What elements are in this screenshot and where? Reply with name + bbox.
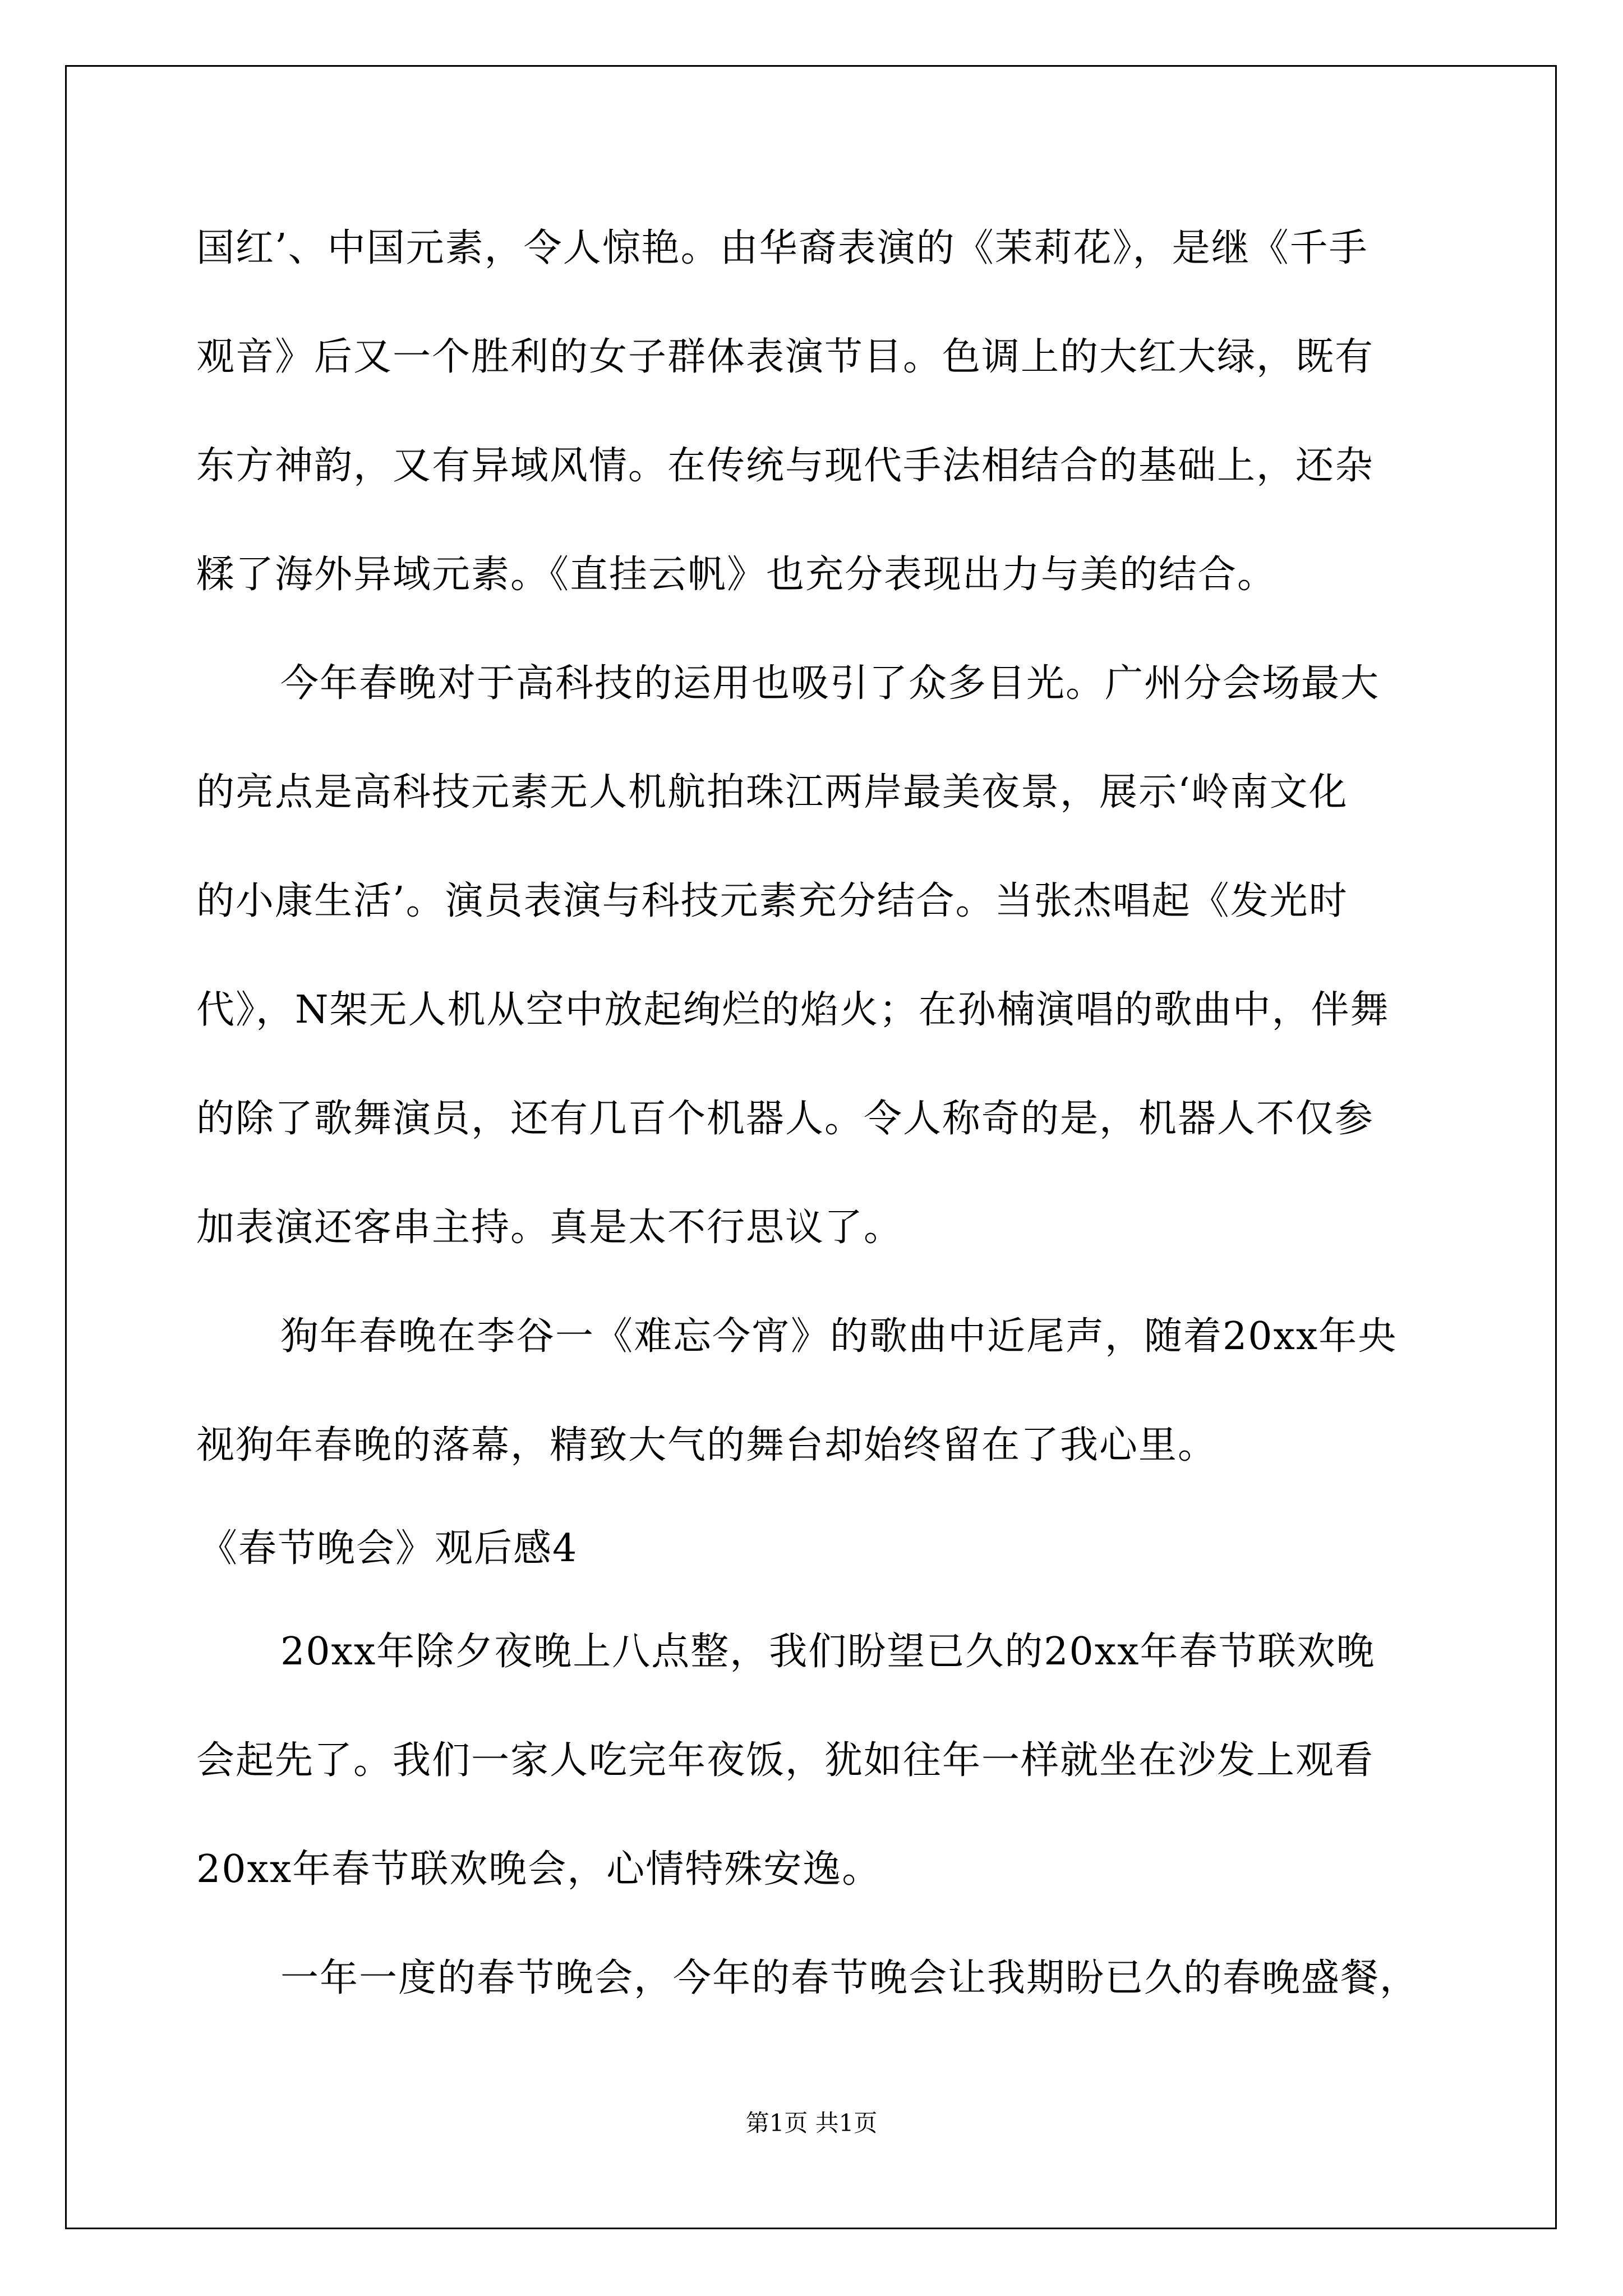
paragraph-line: 糅了海外异域元素。《直挂云帆》也充分表现出力与美的结合。: [196, 553, 1277, 597]
paragraph-line: 加表演还客串主持。真是太不行思议了。: [196, 1205, 903, 1250]
paragraph-line: 国红’、中国元素，令人惊艳。由华裔表演的《茉莉花》，是继《千手: [196, 226, 1368, 270]
paragraph-line: 的亮点是高科技元素无人机航拍珠江两岸最美夜景，展示‘岭南文化: [196, 770, 1348, 815]
section-heading: 《春节晚会》观后感4: [199, 1526, 578, 1571]
paragraph-line: 一年一度的春节晚会，今年的春节晚会让我期盼已久的春晚盛餐，: [280, 1956, 1419, 2000]
paragraph-line: 的除了歌舞演员，还有几百个机器人。令人称奇的是，机器人不仅参: [196, 1097, 1375, 1141]
paragraph-line: 东方神韵，又有异域风情。在传统与现代手法相结合的基础上，还杂: [196, 444, 1375, 488]
paragraph-line: 20xx年春节联欢晚会，心情特殊安逸。: [196, 1847, 882, 1892]
paragraph-line: 狗年春晚在李谷一《难忘今宵》的歌曲中近尾声，随着20xx年央: [280, 1314, 1398, 1359]
paragraph-line: 观音》后又一个胜利的女子群体表演节目。色调上的大红大绿，既有: [196, 335, 1375, 379]
paragraph-line: 20xx年除夕夜晚上八点整，我们盼望已久的20xx年春节联欢晚: [280, 1630, 1376, 1674]
paragraph-line: 的小康生活’。演员表演与科技元素充分结合。当张杰唱起《发光时: [196, 879, 1348, 923]
paragraph-line: 今年春晚对于高科技的运用也吸引了众多目光。广州分会场最大: [280, 661, 1380, 706]
paragraph-line: 视狗年春晚的落幕，精致大气的舞台却始终留在了我心里。: [196, 1423, 1218, 1467]
page-border: [65, 65, 1557, 2229]
page-number-footer: 第1页 共1页: [745, 2109, 878, 2137]
paragraph-line: 代》，N架无人机从空中放起绚烂的焰火；在孙楠演唱的歌曲中，伴舞: [196, 988, 1390, 1032]
paragraph-line: 会起先了。我们一家人吃完年夜饭，犹如往年一样就坐在沙发上观看: [196, 1738, 1375, 1783]
